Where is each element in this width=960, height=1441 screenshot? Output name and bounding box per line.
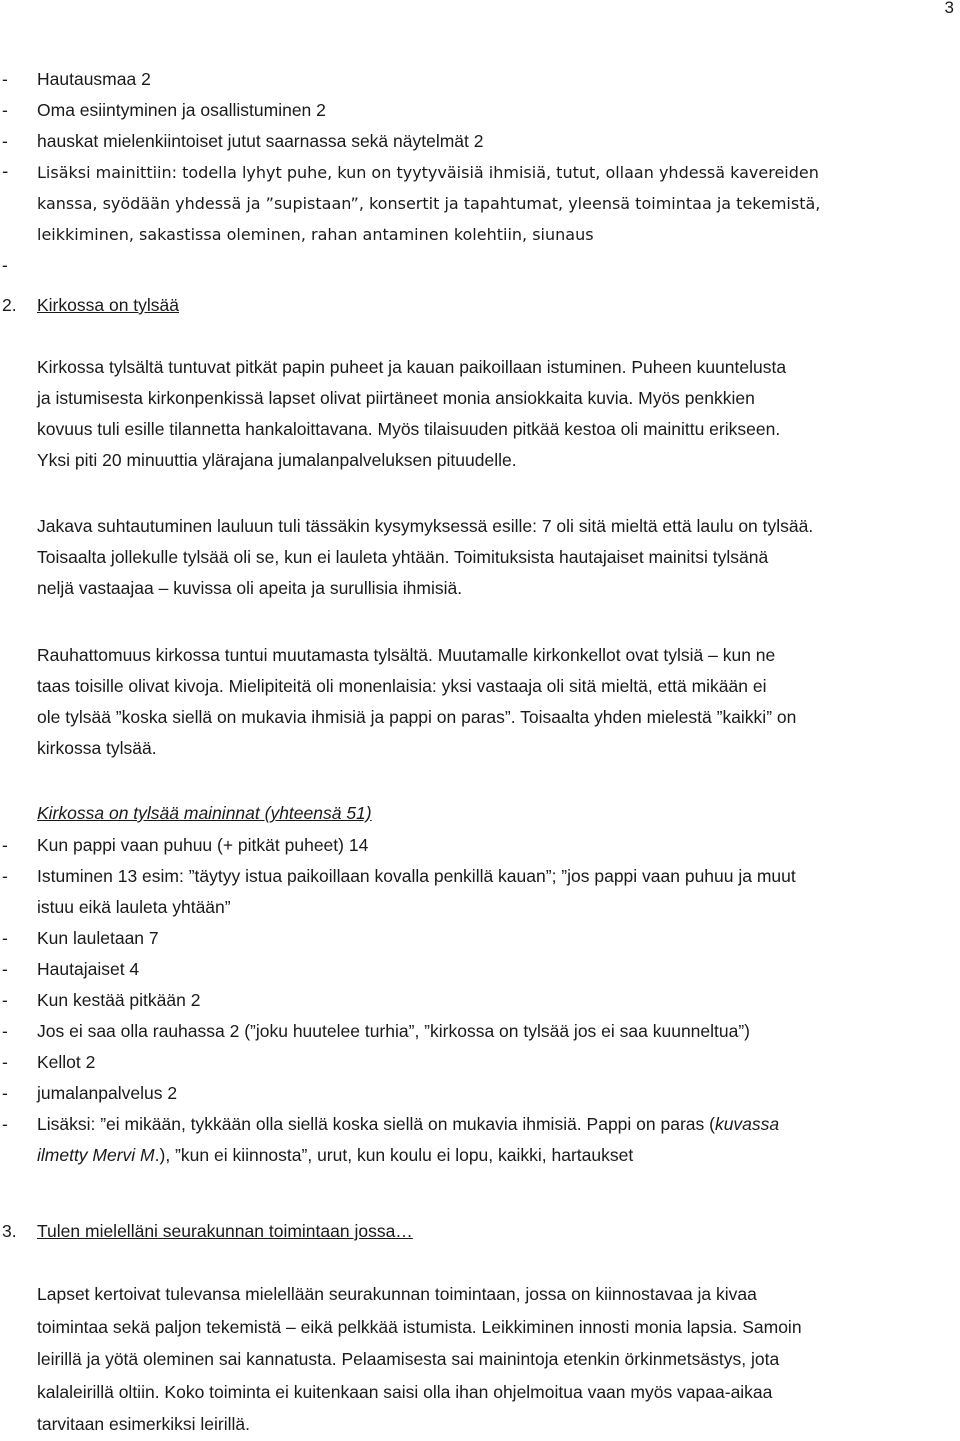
list-item xyxy=(0,157,950,188)
list-item-text: Kun kestää pitkään 2 xyxy=(37,990,201,1010)
top-bullet-list xyxy=(0,64,950,281)
list-item xyxy=(0,95,950,126)
list-item-text: Hautajaiset 4 xyxy=(37,959,140,979)
paragraph-line: Toisaalta jollekulle tylsää oli se, kun ei lauleta yhtään. Toimituksista hautajaiset mainitsi tylsänä xyxy=(37,547,769,567)
list-item-continuation: leikkiminen, sakastissa oleminen, rahan antaminen kolehtiin, siunaus xyxy=(37,225,594,244)
paragraph xyxy=(37,1278,947,1441)
paragraph-line: ja istumisesta kirkonpenkissä lapset olivat piirtäneet monia ansiokkaita kuvia. Myös penkkien xyxy=(37,388,755,408)
dash-marker: - xyxy=(2,1083,8,1103)
paragraph xyxy=(37,511,947,604)
italic-text: ilmetty Mervi M xyxy=(37,1145,155,1165)
paragraph-line: Kirkossa tylsältä tuntuvat pitkät papin puheet ja kauan paikoillaan istuminen. Puheen kuuntelusta xyxy=(37,357,787,377)
mentions-list xyxy=(0,830,950,1171)
paragraph-line: tarvitaan esimerkiksi leirillä. xyxy=(37,1414,250,1434)
page-number: 3 xyxy=(944,0,954,17)
section-title: Tulen mielelläni seurakunnan toimintaan jossa… xyxy=(37,1221,413,1241)
list-item xyxy=(0,954,950,985)
section-title: Kirkossa on tylsää xyxy=(37,295,180,315)
list-item xyxy=(0,1078,950,1109)
dash-marker: - xyxy=(2,1021,8,1041)
paragraph-line: toimintaa sekä paljon tekemistä – eikä pelkkää istumista. Leikkiminen innosti monia lapsia. Samoin xyxy=(37,1316,802,1337)
dash-marker: - xyxy=(2,866,8,886)
dash-marker: - xyxy=(2,162,9,182)
list-item xyxy=(0,1016,950,1047)
dash-marker: - xyxy=(2,990,8,1010)
paragraph-line: taas toisille olivat kivoja. Mielipiteitä oli monenlaisia: yksi vastaaja oli sitä mieltä, että mikään ei xyxy=(37,676,767,696)
section-heading xyxy=(0,290,950,321)
list-item xyxy=(0,126,950,157)
dash-marker: - xyxy=(2,959,8,979)
list-item-text: Lisäksi: ”ei mikään, tykkään olla siellä koska siellä on mukavia ihmisiä. Pappi on paras (kuvassa xyxy=(37,1114,780,1134)
paragraph xyxy=(37,640,947,764)
list-item xyxy=(0,861,950,892)
list-item xyxy=(0,923,950,954)
paragraph-line: leirillä ja yötä oleminen sai kannatusta. Pelaamisesta sai mainintoja etenkin örkinmetsästys, jota xyxy=(37,1349,780,1369)
list-item xyxy=(0,250,950,281)
dash-marker: - xyxy=(2,69,8,89)
list-item-text: Lisäksi mainittiin: todella lyhyt puhe, kun on tyytyväisiä ihmisiä, tutut, ollaan yhdessä kavereiden xyxy=(37,163,819,182)
list-item-text: Jos ei saa olla rauhassa 2 (”joku huutelee turhia”, ”kirkossa on tylsää jos ei saa kuunneltua”) xyxy=(37,1021,751,1041)
list-item-text: Hautausmaa 2 xyxy=(37,69,151,89)
list-item xyxy=(0,1047,950,1078)
list-item-text: Oma esiintyminen ja osallistuminen 2 xyxy=(37,100,326,120)
paragraph-line: neljä vastaajaa – kuvissa oli apeita ja surullisia ihmisiä. xyxy=(37,578,463,598)
list-item-continuation: ilmetty Mervi M .), ”kun ei kiinnosta”, urut, kun koulu ei lopu, kaikki, hartaukset xyxy=(0,1140,950,1171)
section-number: 3. xyxy=(2,1221,17,1241)
list-item xyxy=(0,1109,950,1140)
dash-marker: - xyxy=(2,255,8,275)
dash-marker: - xyxy=(2,928,8,948)
list-item xyxy=(0,985,950,1016)
italic-text: kuvassa xyxy=(714,1114,780,1134)
list-item xyxy=(0,830,950,861)
paragraph-line: kirkossa tylsää. xyxy=(37,738,157,758)
paragraph-line: ole tylsää ”koska siellä on mukavia ihmisiä ja pappi on paras”. Toisaalta yhden mielestä ”kaikki” on xyxy=(37,707,797,727)
list-item-text: Kun pappi vaan puhuu (+ pitkät puheet) 14 xyxy=(37,835,369,855)
list-item-continuation: kanssa, syödään yhdessä ja ”supistaan”, konsertit ja tapahtumat, yleensä toimintaa ja tekemistä, xyxy=(37,194,821,213)
dash-marker: - xyxy=(2,1052,8,1072)
paragraph-line: Lapset kertoivat tulevansa mielellään seurakunnan toimintaan, jossa on kiinnostavaa ja kivaa xyxy=(37,1284,757,1304)
list-item-text: Kun lauletaan 7 xyxy=(37,928,159,948)
section-number: 2. xyxy=(2,295,17,315)
paragraph-line: kalaleirillä oltiin. Koko toiminta ei kuitenkaan saisi olla ihan ohjelmoitua vaan myös vapaa-aikaa xyxy=(37,1381,773,1402)
paragraph xyxy=(37,352,947,476)
dash-marker: - xyxy=(2,835,8,855)
section-heading xyxy=(0,1216,950,1247)
dash-marker: - xyxy=(2,131,8,151)
dash-marker: - xyxy=(2,1114,8,1134)
dash-marker: - xyxy=(2,100,8,120)
list-item-text: jumalanpalvelus 2 xyxy=(37,1083,178,1103)
paragraph-line: Yksi piti 20 minuuttia ylärajana jumalanpalveluksen pituudelle. xyxy=(37,450,517,470)
list-item xyxy=(0,64,950,95)
list-item-text: Kellot 2 xyxy=(37,1052,96,1072)
list-item-text: hauskat mielenkiintoiset jutut saarnassa sekä näytelmät 2 xyxy=(37,131,484,151)
paragraph-line: Rauhattomuus kirkossa tuntui muutamasta tylsältä. Muutamalle kirkonkellot ovat tylsiä – kun ne xyxy=(37,645,776,665)
list-item-text: Istuminen 13 esim: ”täytyy istua paikoillaan kovalla penkillä kauan”; ”jos pappi vaan puhuu ja muut xyxy=(37,866,796,886)
mentions-title: Kirkossa on tylsää maininnat (yhteensä 51) xyxy=(37,803,372,823)
paragraph-line: Jakava suhtautuminen lauluun tuli tässäkin kysymyksessä esille: 7 oli sitä mieltä että laulu on tylsää. xyxy=(37,516,814,536)
paragraph-line: kovuus tuli esille tilannetta hankaloittavana. Myös tilaisuuden pitkää kestoa oli mainittu erikseen. xyxy=(37,419,781,439)
list-item-continuation: istuu eikä lauleta yhtään” xyxy=(37,897,231,917)
